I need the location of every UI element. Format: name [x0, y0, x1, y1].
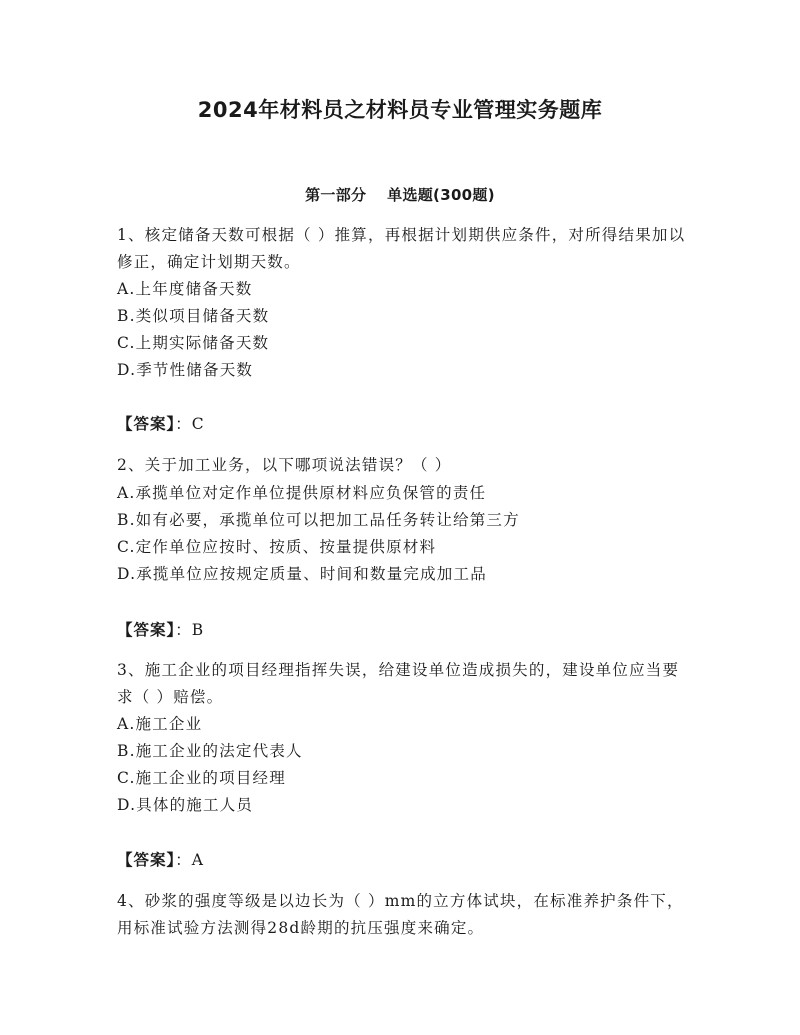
question-3-option-a: A.施工企业: [117, 715, 203, 733]
question-3-option-b: B.施工企业的法定代表人: [117, 742, 303, 760]
question-3-text: 3、施工企业的项目经理指挥失误，给建设单位造成损失的，建设单位应当要求（ ）赔偿。: [117, 661, 680, 706]
question-2-option-b: B.如有必要，承揽单位可以把加工品任务转让给第三方: [117, 511, 520, 529]
answer-label: 【答案】: [117, 415, 176, 433]
question-3-option-d: D.具体的施工人员: [117, 796, 254, 814]
question-3-answer: [117, 847, 204, 874]
answer-separator: ：: [175, 851, 192, 869]
question-1-option-b: B.类似项目储备天数: [117, 307, 270, 325]
question-2-option-d: D.承揽单位应按规定质量、时间和数量完成加工品: [117, 565, 487, 583]
question-2-option-c: C.定作单位应按时、按质、按量提供原材料: [117, 538, 437, 556]
question-2-text: 2、关于加工业务，以下哪项说法错误？（ ）: [117, 456, 452, 474]
question-3-option-c: C.施工企业的项目经理: [117, 769, 286, 787]
question-1-option-c: C.上期实际储备天数: [117, 334, 270, 352]
section-title: 第一部分 单选题(300题): [305, 186, 495, 204]
question-1-text: 1、核定储备天数可根据（ ）推算，再根据计划期供应条件，对所得结果加以修正，确定计划期天数。: [117, 226, 686, 271]
answer-value: B: [191, 621, 205, 639]
answer-label: 【答案】: [117, 851, 176, 869]
answer-separator: ：: [175, 621, 192, 639]
question-2-answer: [117, 617, 204, 644]
answer-value: C: [191, 415, 205, 433]
question-1-option-d: D.季节性储备天数: [117, 361, 254, 379]
question-1-answer: [117, 411, 205, 438]
question-4-text: 4、砂浆的强度等级是以边长为（ ）mm的立方体试块，在标准养护条件下，用标准试验方法测得28d龄期的抗压强度来确定。: [117, 892, 684, 937]
answer-separator: ：: [175, 415, 192, 433]
document-title: 2024年材料员之材料员专业管理实务题库: [197, 98, 603, 122]
question-2-option-a: A.承揽单位对定作单位提供原材料应负保管的责任: [117, 484, 487, 502]
answer-value: A: [191, 851, 204, 869]
question-1-option-a: A.上年度储备天数: [117, 280, 253, 298]
answer-label: 【答案】: [117, 621, 176, 639]
